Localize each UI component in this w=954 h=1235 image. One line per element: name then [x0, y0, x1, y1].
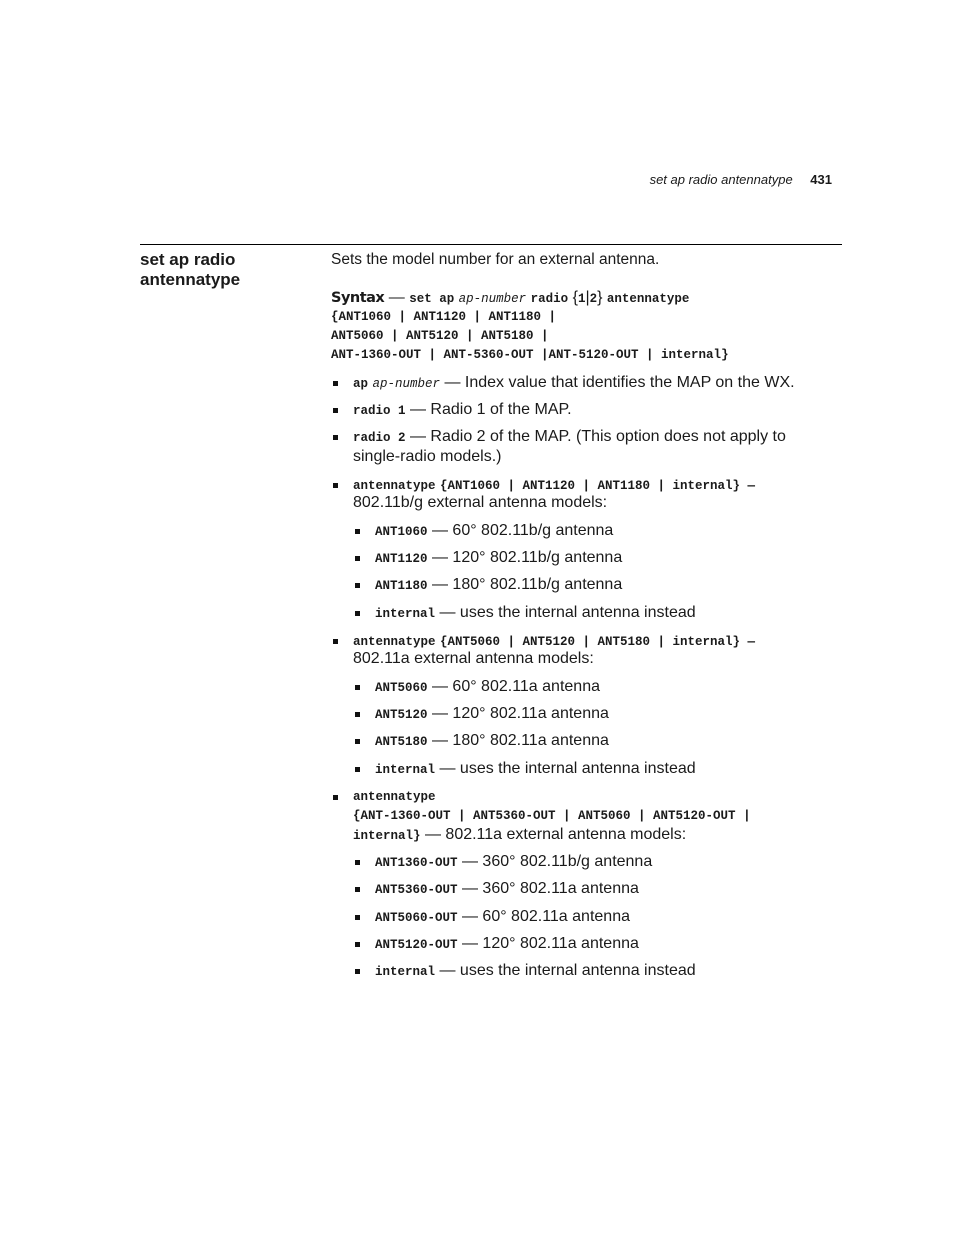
running-title: set ap radio antennatype: [649, 172, 793, 187]
bullet-icon: [333, 795, 338, 800]
sub-code: internal: [375, 607, 436, 621]
syntax-line-1: [331, 289, 689, 307]
sub-code: ANT5060: [375, 681, 428, 695]
sub-desc: — 120° 802.11a antenna: [461, 935, 639, 952]
sub-desc: — 120° 802.11a antenna: [431, 705, 609, 722]
sub-code: ANT5060-OUT: [375, 911, 458, 925]
sub-desc: — 60° 802.11b/g antenna: [431, 522, 614, 539]
section-title-line1: set ap radio: [140, 250, 236, 269]
bullet-icon: [355, 942, 360, 947]
param-antennatype-bg-desc: 802.11b/g external antenna models:: [353, 494, 608, 511]
sub-out-1: [375, 853, 652, 871]
sub-desc: — 60° 802.11a antenna: [431, 678, 600, 695]
sub-bg-4: [375, 604, 696, 622]
bullet-icon: [355, 529, 360, 534]
section-rule: [140, 244, 842, 245]
bullet-icon: [355, 556, 360, 561]
sub-desc: — 180° 802.11b/g antenna: [431, 576, 623, 593]
sub-desc: — uses the internal antenna instead: [439, 760, 696, 777]
sub-bg-3: [375, 576, 622, 594]
syntax-line-2: {ANT1060 | ANT1120 | ANT1180 |: [331, 310, 557, 324]
bullet-icon: [355, 915, 360, 920]
param-antennatype-a: [353, 632, 755, 650]
sub-desc: — 360° 802.11b/g antenna: [461, 853, 653, 870]
sub-desc: — uses the internal antenna instead: [439, 604, 696, 621]
bullet-icon: [355, 685, 360, 690]
sub-code: ANT5120-OUT: [375, 938, 458, 952]
syntax-brace-open: {: [572, 289, 578, 306]
sub-a-2: [375, 705, 609, 723]
sub-a-1: [375, 678, 600, 696]
param-antennatype-a-desc: 802.11a external antenna models:: [353, 650, 594, 667]
param-opts: {ANT5060 | ANT5120 | ANT5180 | internal} —: [439, 635, 756, 649]
bullet-icon: [355, 712, 360, 717]
param-radio2: [353, 428, 786, 446]
bullet-icon: [355, 583, 360, 588]
bullet-icon: [333, 483, 338, 488]
sub-out-4: [375, 935, 639, 953]
bullet-icon: [355, 887, 360, 892]
sub-code: ANT1180: [375, 579, 428, 593]
param-code: ap: [353, 377, 369, 391]
description: Sets the model number for an external antenna.: [331, 251, 660, 268]
syntax-arg: ap-number: [458, 292, 527, 306]
bullet-icon: [355, 860, 360, 865]
running-header: [650, 172, 832, 187]
bullet-icon: [333, 408, 338, 413]
section-title: [140, 250, 315, 290]
sub-code: ANT1060: [375, 525, 428, 539]
param-desc: — Radio 1 of the MAP.: [409, 401, 572, 418]
sub-code: ANT5360-OUT: [375, 883, 458, 897]
syntax-brace-close: }: [597, 289, 603, 306]
sub-code: internal: [375, 965, 436, 979]
param-code: radio 1: [353, 404, 406, 418]
param-antennatype-out-desc: [353, 826, 686, 844]
syntax-dash: —: [384, 289, 410, 306]
param-ap: [353, 374, 795, 392]
param-desc: — Radio 2 of the MAP. (This option does not apply to: [409, 428, 786, 445]
param-antennatype-out: antennatype: [353, 790, 436, 804]
syntax-line-3: ANT5060 | ANT5120 | ANT5180 |: [331, 329, 549, 343]
bullet-icon: [355, 767, 360, 772]
param-desc: — 802.11a external antenna models:: [424, 826, 687, 843]
sub-code: internal: [375, 763, 436, 777]
param-antennatype-out-opts: {ANT-1360-OUT | ANT5360-OUT | ANT5060 | ANT5120-OUT |: [353, 809, 751, 823]
sub-bg-2: [375, 549, 622, 567]
sub-code: ANT5180: [375, 735, 428, 749]
sub-desc: — 60° 802.11a antenna: [461, 908, 630, 925]
sub-desc: — 180° 802.11a antenna: [431, 732, 609, 749]
sub-out-5: [375, 962, 696, 980]
syntax-antennatype: antennatype: [606, 292, 690, 306]
param-desc: — Index value that identifies the MAP on the WX.: [444, 374, 795, 391]
param-code: radio 2: [353, 431, 406, 445]
sub-a-3: [375, 732, 609, 750]
sub-out-3: [375, 908, 630, 926]
param-opts: {ANT1060 | ANT1120 | ANT1180 | internal} —: [439, 479, 756, 493]
sub-code: ANT1360-OUT: [375, 856, 458, 870]
syntax-command: set ap: [409, 292, 455, 306]
param-antennatype-bg: [353, 476, 755, 494]
param-radio2-cont: single-radio models.): [353, 448, 502, 465]
syntax-radio: radio: [530, 292, 569, 306]
sub-desc: — uses the internal antenna instead: [439, 962, 696, 979]
bullet-icon: [333, 435, 338, 440]
param-code: internal}: [353, 829, 421, 843]
sub-bg-1: [375, 522, 613, 540]
sub-a-4: [375, 760, 696, 778]
syntax-sep: |: [585, 289, 590, 306]
syntax-label: Syntax: [331, 290, 385, 306]
section-title-line2: antennatype: [140, 270, 241, 289]
bullet-icon: [355, 739, 360, 744]
syntax-opt1: 1: [577, 292, 586, 306]
page-number: 431: [810, 172, 832, 187]
param-code: antennatype: [353, 635, 436, 649]
bullet-icon: [355, 969, 360, 974]
bullet-icon: [333, 381, 338, 386]
syntax-line-4: ANT-1360-OUT | ANT-5360-OUT |ANT-5120-OUT | internal}: [331, 348, 729, 362]
sub-desc: — 360° 802.11a antenna: [461, 880, 639, 897]
bullet-icon: [355, 611, 360, 616]
param-code: antennatype: [353, 479, 436, 493]
sub-code: ANT5120: [375, 708, 428, 722]
param-arg: ap-number: [372, 377, 440, 391]
sub-out-2: [375, 880, 639, 898]
syntax-opt2: 2: [589, 292, 598, 306]
bullet-icon: [333, 639, 338, 644]
param-radio1: [353, 401, 572, 419]
sub-code: ANT1120: [375, 552, 428, 566]
sub-desc: — 120° 802.11b/g antenna: [431, 549, 623, 566]
